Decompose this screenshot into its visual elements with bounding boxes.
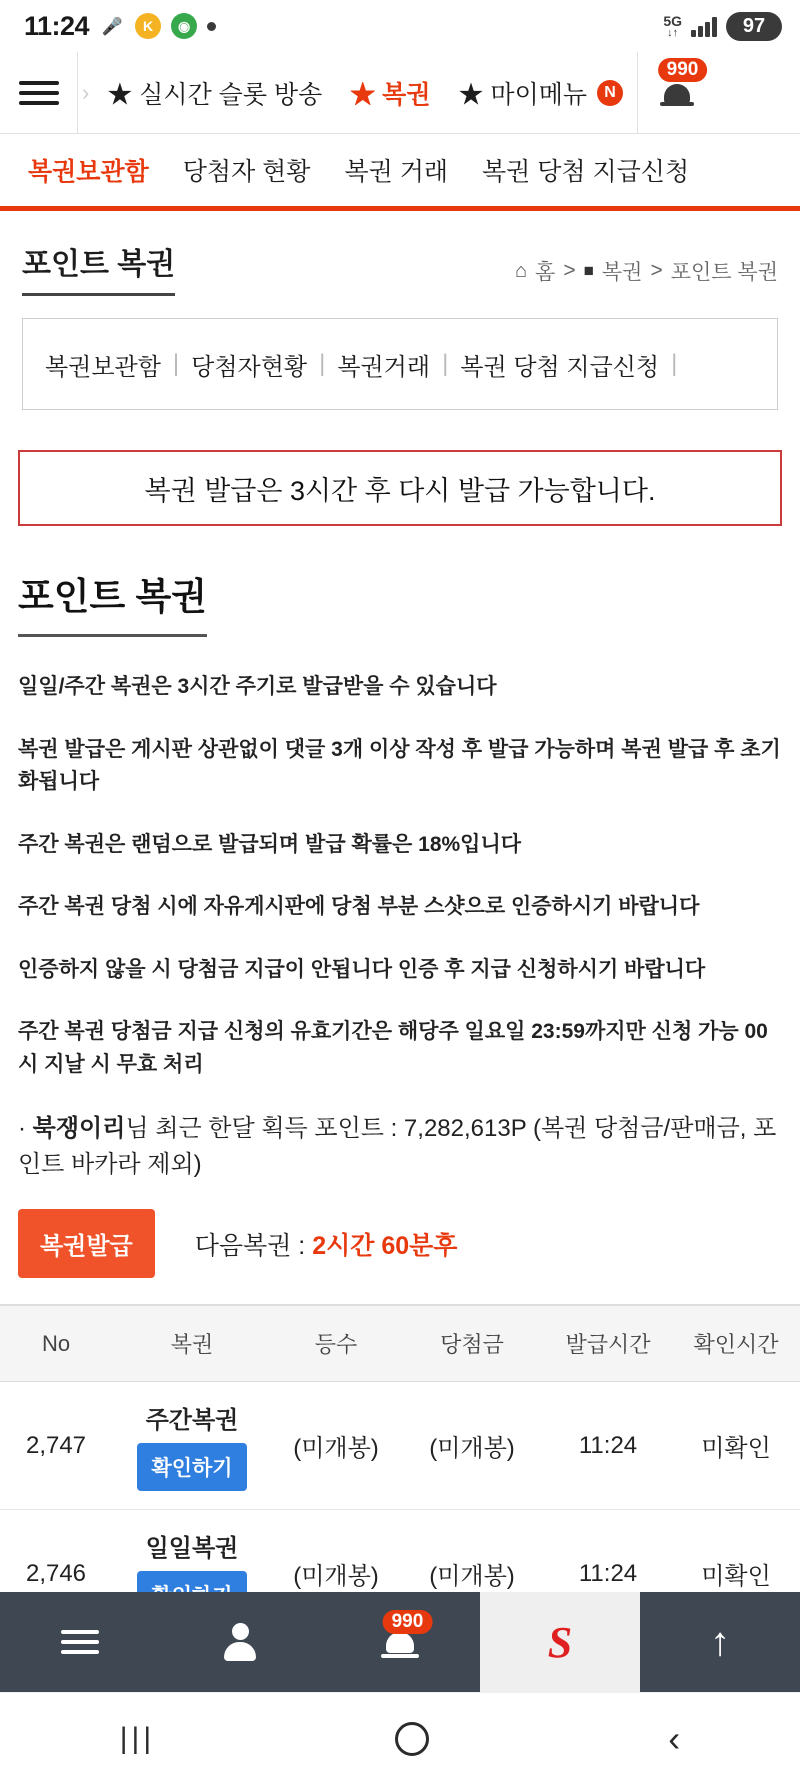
square-icon: ■ — [583, 261, 594, 280]
signal-bars-icon — [691, 15, 717, 37]
bottom-notification-count: 990 — [383, 1610, 433, 1634]
breadcrumb-sep-1: > — [563, 259, 576, 282]
status-bar-left — [24, 11, 216, 42]
cell-no: 2,747 — [0, 1382, 112, 1510]
th-lottery: 복권 — [112, 1305, 272, 1382]
bottom-profile-button[interactable] — [160, 1592, 320, 1692]
cell-check-time: 미확인 — [672, 1510, 800, 1638]
user-points-summary — [18, 1111, 782, 1183]
cell-prize: (미개봉) — [400, 1382, 544, 1510]
th-issue-time: 발급시간 — [544, 1305, 672, 1382]
notification-button[interactable] — [637, 52, 715, 133]
person-icon — [223, 1623, 257, 1661]
status-clock: 11:24 — [24, 10, 90, 41]
notification-count: 990 — [658, 58, 708, 82]
cell-no: 2,746 — [0, 1510, 112, 1638]
tab-sep-1: | — [172, 350, 180, 377]
issue-row — [0, 1183, 800, 1304]
tab-sep-2: | — [319, 350, 326, 377]
arrow-up-icon: ↑ — [710, 1620, 730, 1664]
scroll-to-top-button[interactable] — [640, 1592, 800, 1692]
page-content — [0, 211, 800, 1784]
hamburger-icon — [61, 1630, 99, 1654]
breadcrumb-home[interactable]: 홈 — [535, 261, 556, 284]
breadcrumb-current: 포인트 복권 — [670, 261, 778, 284]
tab-lottery-box[interactable]: 복권보관함 — [45, 353, 161, 381]
network-arrows: ↓↑ — [667, 26, 679, 39]
status-bar-right — [663, 12, 782, 41]
top-navigation-bar — [0, 52, 800, 134]
home-circle-icon[interactable] — [395, 1722, 429, 1756]
th-prize: 당첨금 — [400, 1305, 544, 1382]
nav-item-mymenu[interactable] — [444, 52, 637, 133]
cell-prize: (미개봉) — [400, 1510, 544, 1638]
bell-icon — [380, 1611, 424, 1662]
bell-icon — [660, 78, 694, 108]
th-no: No — [0, 1305, 112, 1382]
section-tab-box — [22, 318, 778, 410]
status-bar — [0, 0, 800, 52]
hamburger-icon — [19, 81, 59, 105]
breadcrumb-section[interactable]: 복권 — [601, 261, 643, 284]
nav-item-lottery-label: ★ 복권 — [350, 80, 431, 109]
subnav-item-lottery-box[interactable]: 복권보관함 — [28, 158, 149, 186]
nav-item-lottery[interactable] — [336, 52, 444, 133]
cell-rank: (미개봉) — [272, 1382, 400, 1510]
sub-navigation — [0, 134, 800, 211]
cell-check-time: 미확인 — [672, 1382, 800, 1510]
rule-item-3: 주간 복권은 랜덤으로 발급되며 발급 확률은 18%입니다 — [18, 832, 522, 856]
nav-item-live-slot[interactable] — [93, 52, 336, 133]
th-rank: 등수 — [272, 1305, 400, 1382]
th-check-time: 확인시간 — [672, 1305, 800, 1382]
back-chevron-icon[interactable]: ‹ — [668, 1717, 681, 1759]
issue-lottery-button[interactable]: 복권발급 — [18, 1209, 155, 1278]
lottery-table-head — [0, 1305, 800, 1382]
main-heading: 포인트 복권 — [18, 566, 207, 637]
network-label: 5G — [663, 12, 682, 29]
next-lottery-time: 2시간 60분후 — [312, 1231, 458, 1260]
subnav-item-payout-request[interactable]: 복권 당첨 지급신청 — [482, 158, 690, 186]
rule-item-2: 복권 발급은 게시판 상관없이 댓글 3개 이상 작성 후 발급 가능하며 복권 발급 후 초기화됩니다 — [18, 737, 781, 794]
nav-item-live-slot-label: ★ 실시간 슬롯 방송 — [107, 80, 323, 109]
cell-rank: (미개봉) — [272, 1510, 400, 1638]
lottery-name: 일일복권 — [145, 1535, 239, 1563]
rule-item-6: 주간 복권 당첨금 지급 신청의 유효기간은 해당주 일요일 23:59까지만 신청 가능 00시 지날 시 무효 처리 — [18, 1020, 768, 1076]
tab-sep-4: | — [671, 350, 678, 377]
page-header — [0, 211, 800, 308]
rules-list — [0, 637, 800, 1183]
user-nickname: 북쟁이리 — [32, 1115, 126, 1143]
network-type-icon — [663, 14, 682, 39]
breadcrumb — [515, 256, 778, 296]
android-navigation-bar — [0, 1692, 800, 1784]
dot-icon — [207, 22, 216, 31]
tab-payout-request[interactable]: 복권 당첨 지급신청 — [460, 353, 660, 381]
cell-issue-time: 11:24 — [544, 1510, 672, 1638]
tab-trade[interactable]: 복권거래 — [337, 353, 431, 381]
rule-item-5: 인증하지 않을 시 당첨금 지급이 안됩니다 인증 후 지급 신청하시기 바랍니다 — [18, 957, 706, 981]
nav-item-mymenu-label: ★ 마이메뉴 — [458, 80, 588, 109]
map-pin-icon: ◉ — [171, 13, 197, 39]
bottom-brand-button[interactable] — [480, 1592, 640, 1692]
breadcrumb-sep-2: > — [650, 259, 663, 282]
s-logo-icon: S — [547, 1617, 573, 1667]
home-icon: ⌂ — [514, 259, 528, 282]
table-header-row — [0, 1305, 800, 1382]
menu-button[interactable] — [0, 52, 78, 133]
cell-issue-time: 11:24 — [544, 1382, 672, 1510]
bottom-app-bar — [0, 1592, 800, 1692]
subnav-item-trade[interactable]: 복권 거래 — [344, 158, 449, 186]
points-prefix: · — [18, 1115, 33, 1143]
next-lottery-info — [195, 1226, 458, 1262]
rule-item-1: 일일/주간 복권은 3시간 주기로 발급받을 수 있습니다 — [18, 675, 497, 698]
kakao-icon: K — [135, 13, 161, 39]
cell-lottery — [112, 1382, 272, 1510]
mic-icon: 🎤 — [101, 16, 123, 36]
nav-item-mymenu-badge: N — [597, 80, 623, 106]
lottery-name: 주간복권 — [145, 1407, 239, 1435]
subnav-item-winners[interactable]: 당첨자 현황 — [182, 158, 311, 186]
recents-icon[interactable]: ||| — [119, 1721, 156, 1755]
nav-scroll-arrow-icon[interactable]: › — [82, 79, 90, 105]
table-row — [0, 1382, 800, 1510]
rule-item-4: 주간 복권 당첨 시에 자유게시판에 당첨 부분 스샷으로 인증하시기 바랍니다 — [18, 895, 700, 919]
tab-winners[interactable]: 당첨자현황 — [191, 353, 308, 381]
bottom-menu-button[interactable] — [0, 1592, 160, 1692]
battery-level: 97 — [726, 12, 782, 41]
tab-sep-3: | — [442, 350, 449, 377]
bottom-notification-button[interactable] — [320, 1592, 480, 1692]
main-heading-wrap — [0, 526, 800, 637]
confirm-button[interactable]: 확인하기 — [137, 1443, 246, 1491]
points-text: 님 최근 한달 획득 포인트 : 7,282,613P (복권 당첨금/판매금, 포인트 바카라 제외) — [18, 1115, 777, 1179]
notice-banner: 복권 발급은 3시간 후 다시 발급 가능합니다. — [18, 450, 782, 526]
page-title: 포인트 복권 — [22, 239, 175, 296]
next-lottery-label: 다음복권 : — [194, 1231, 313, 1260]
